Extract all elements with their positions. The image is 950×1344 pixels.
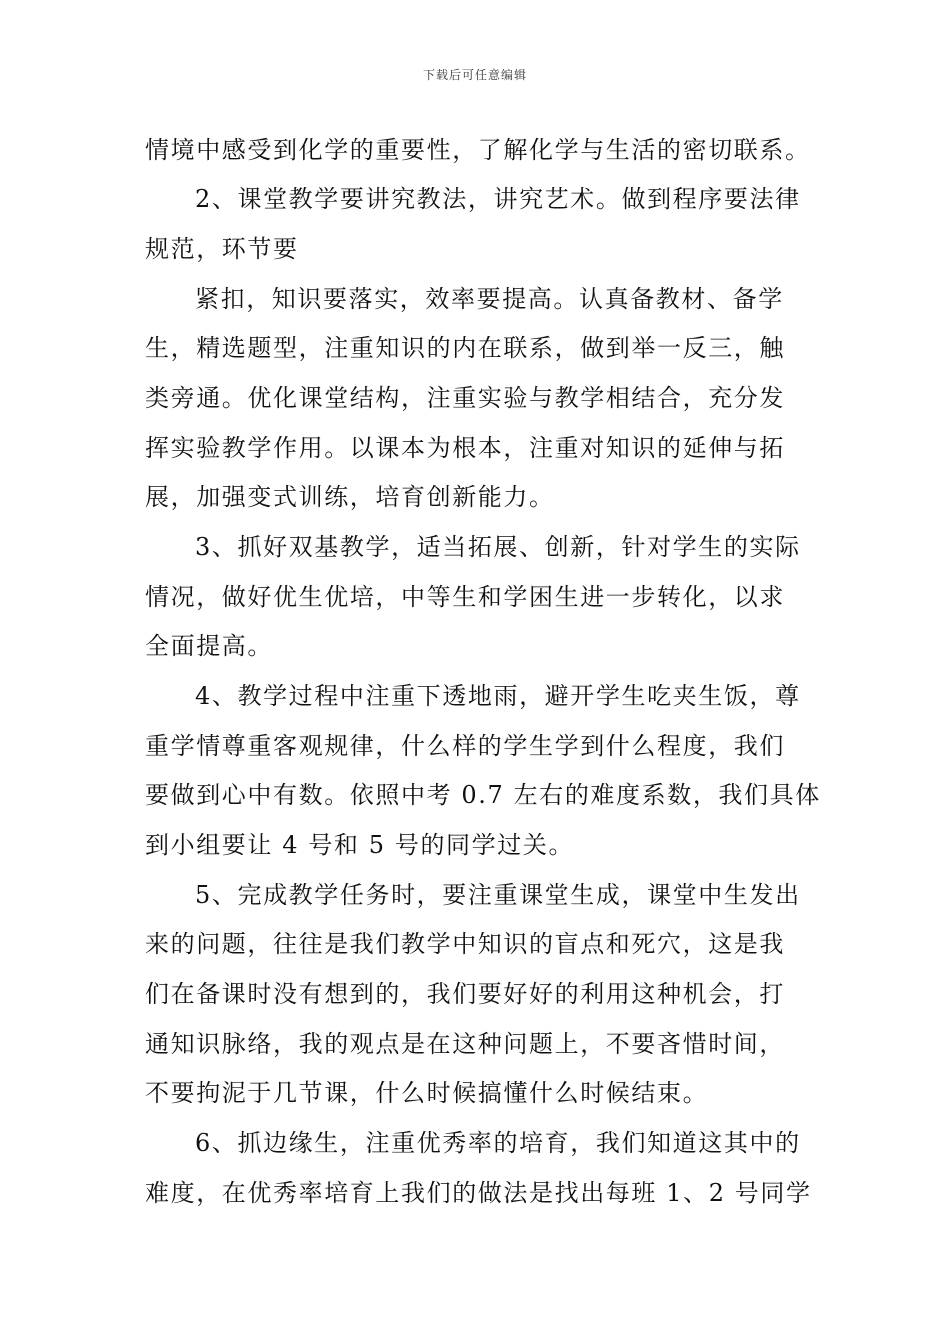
text-line: 全面提高。 (145, 632, 273, 660)
text-line: 们在备课时没有想到的，我们要好好的利用这种机会，打 (145, 980, 785, 1008)
text-line: 2、课堂教学要讲究教法，讲究艺术。做到程序要法律 (195, 185, 801, 213)
text-line: 到小组要让 4 号和 5 号的同学过关。 (145, 831, 575, 859)
text-line: 3、抓好双基教学，适当拓展、创新，针对学生的实际 (195, 533, 801, 561)
text-line: 挥实验教学作用。以课本为根本，注重对知识的延伸与拓 (145, 434, 785, 462)
text-line: 情境中感受到化学的重要性，了解化学与生活的密切联系。 (145, 136, 811, 164)
text-line: 4、教学过程中注重下透地雨，避开学生吃夹生饭，尊 (195, 682, 801, 710)
text-line: 情况，做好优生优培，中等生和学困生进一步转化，以求 (145, 583, 785, 611)
text-line: 类旁通。优化课堂结构，注重实验与教学相结合，充分发 (145, 384, 785, 412)
text-line: 要做到心中有数。依照中考 0.7 左右的难度系数，我们具体 (145, 781, 821, 809)
text-line: 规范，环节要 (145, 235, 299, 263)
text-line: 来的问题，往往是我们教学中知识的盲点和死穴，这是我 (145, 930, 785, 958)
text-line: 难度，在优秀率培育上我们的做法是找出每班 1、2 号同学 (145, 1179, 812, 1207)
text-line: 紧扣，知识要落实，效率要提高。认真备教材、备学 (195, 285, 784, 313)
text-line: 不要拘泥于几节课，什么时候搞懂什么时候结束。 (145, 1079, 709, 1107)
text-line: 5、完成教学任务时，要注重课堂生成，课堂中生发出 (195, 881, 801, 909)
text-line: 生，精选题型，注重知识的内在联系，做到举一反三，触 (145, 334, 785, 362)
text-line: 6、抓边缘生，注重优秀率的培育，我们知道这其中的 (195, 1129, 801, 1157)
text-line: 展，加强变式训练，培育创新能力。 (145, 483, 555, 511)
text-line: 重学情尊重客观规律，什么样的学生学到什么程度，我们 (145, 732, 785, 760)
page-header: 下载后可任意编辑 (422, 68, 527, 82)
text-line: 通知识脉络，我的观点是在这种问题上，不要吝惜时间， (145, 1030, 785, 1058)
